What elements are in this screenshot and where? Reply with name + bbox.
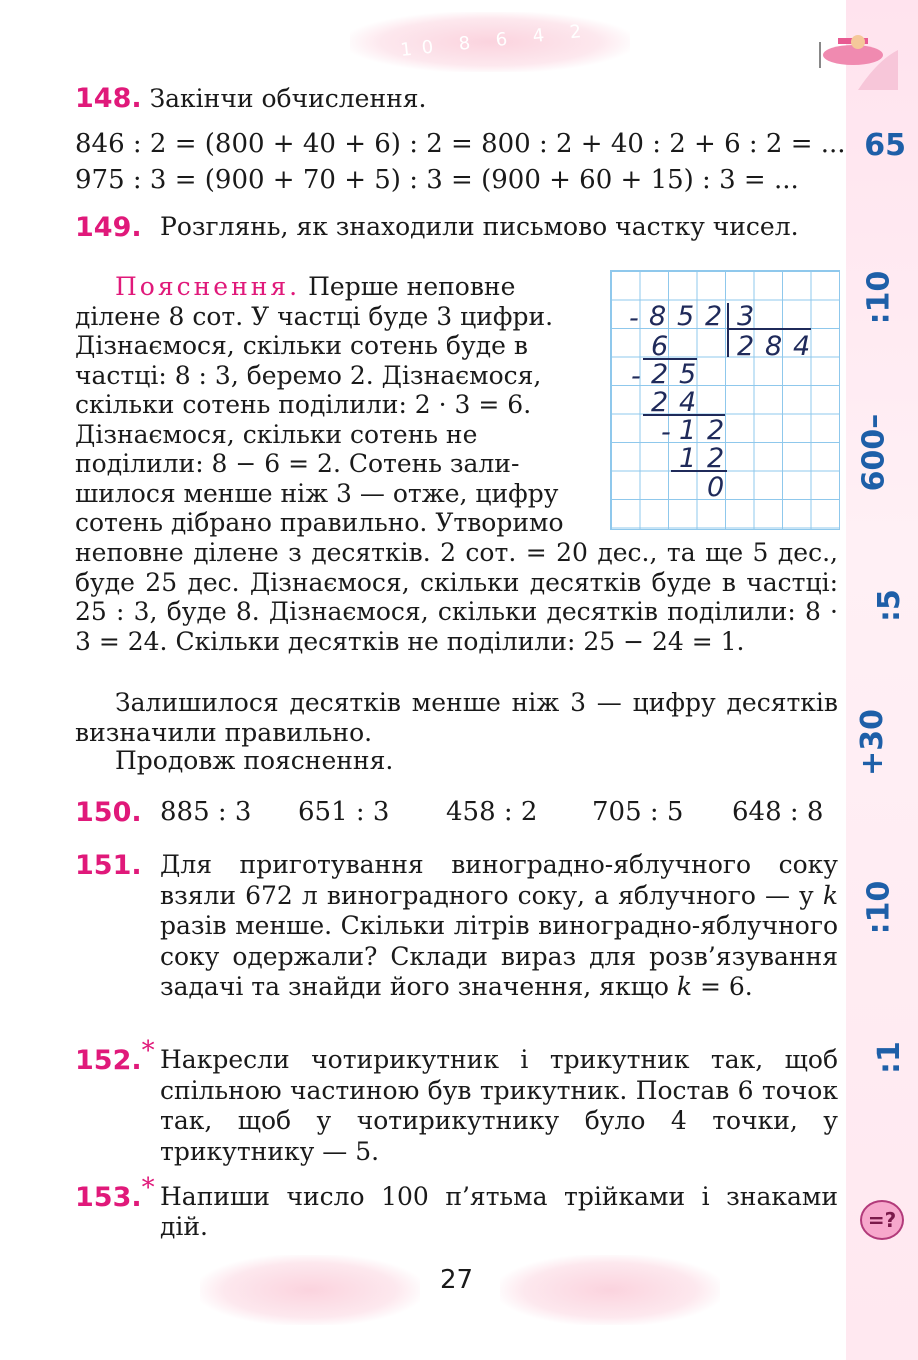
exercise-number: 152. bbox=[75, 1045, 142, 1076]
explanation-line: Дізнаємося, скільки сотень не bbox=[75, 419, 478, 449]
exercise-152-number-wrap bbox=[75, 1036, 155, 1076]
question-icon: =? bbox=[860, 1200, 904, 1240]
exercise-148 bbox=[75, 84, 427, 114]
task-text: разів менше. Скільки літрів виноградно-яблучного соку одержали? Склади вираз для розв’язування задачі та знайди його значення, якщо bbox=[160, 911, 838, 1001]
exercise-task: Закінчи обчислення. bbox=[149, 84, 427, 113]
subtrahend-digit: 2 bbox=[651, 387, 669, 418]
long-division-grid bbox=[610, 270, 840, 530]
dividend-digit: 5 bbox=[677, 301, 695, 332]
difficulty-star-icon: * bbox=[141, 1036, 155, 1066]
minus-sign: - bbox=[629, 303, 639, 334]
side-number-plus30: +30 bbox=[855, 709, 891, 776]
explanation-line: частці: 8 : 3, беремо 2. Дізнаємося, bbox=[75, 360, 542, 390]
explanation-line: ділене 8 сот. У частці буде 3 цифри. bbox=[75, 301, 554, 331]
variable-k: k bbox=[676, 972, 692, 1001]
explanation-line: сотень дібрано правильно. Утворимо bbox=[75, 508, 564, 537]
explanation-line: поділили: 8 − 6 = 2. Сотень зали- bbox=[75, 449, 520, 478]
explanation-line: скільки сотень поділили: 2 · 3 = 6. bbox=[75, 390, 532, 419]
division-item: 651 : 3 bbox=[298, 797, 390, 827]
minus-sign: - bbox=[631, 361, 641, 392]
division-item: 705 : 5 bbox=[592, 797, 684, 827]
side-number-600: 600– bbox=[856, 413, 892, 492]
explanation-line: Перше неповне bbox=[308, 272, 516, 301]
variable-k: k bbox=[822, 880, 838, 910]
explanation-paragraph-3: Продовж пояснення. bbox=[115, 746, 394, 775]
explanation-paragraph-2: Залишилося десятків менше ніж 3 — цифру десятків визначили правильно. bbox=[75, 688, 838, 747]
task-text: = 6. bbox=[699, 972, 753, 1001]
calc-line-1: 846 : 2 = (800 + 40 + 6) : 2 = 800 : 2 + 40 : 2 + 6 : 2 = ... bbox=[75, 129, 846, 159]
side-number-65: 65 bbox=[864, 128, 906, 163]
right-margin-strip bbox=[846, 0, 918, 1360]
quotient-digit: 8 bbox=[765, 331, 783, 362]
remainder-digit: 5 bbox=[679, 359, 697, 390]
subtrahend-digit: 4 bbox=[679, 387, 697, 418]
side-number-div10-b: :10 bbox=[861, 880, 897, 935]
dividend-digit: 8 bbox=[649, 301, 667, 332]
explanation-label: Пояснення. bbox=[115, 272, 301, 301]
difficulty-star-icon: * bbox=[141, 1173, 155, 1203]
division-item: 648 : 8 bbox=[732, 797, 824, 827]
division-item: 458 : 2 bbox=[446, 797, 538, 827]
exercise-149-number-wrap bbox=[75, 212, 142, 243]
exercise-150-number-wrap bbox=[75, 797, 142, 828]
subtrahend-digit: 6 bbox=[651, 331, 669, 362]
divisor-digit: 3 bbox=[737, 301, 755, 332]
top-cloud-decoration bbox=[350, 12, 630, 72]
airplane-illustration bbox=[798, 20, 898, 90]
calc-line-2: 975 : 3 = (900 + 70 + 5) : 3 = (900 + 60 + 15) : 3 = ... bbox=[75, 165, 799, 195]
exercise-153-task: Напиши число 100 п’ятьма трійками і знаками дій. bbox=[160, 1182, 838, 1241]
subtrahend-digit: 2 bbox=[707, 443, 725, 474]
minus-sign: - bbox=[661, 417, 671, 448]
division-item: 885 : 3 bbox=[160, 797, 252, 827]
exercise-number: 151. bbox=[75, 850, 142, 881]
remainder-digit: 2 bbox=[707, 415, 725, 446]
explanation-line: Дізнаємося, скільки сотень буде в bbox=[75, 331, 528, 360]
quotient-digit: 4 bbox=[793, 331, 811, 362]
exercise-149-task: Розглянь, як знаходили письмово частку чисел. bbox=[160, 212, 799, 241]
final-remainder: 0 bbox=[707, 472, 725, 503]
exercise-number: 153. bbox=[75, 1182, 142, 1213]
explanation-continuation: неповне ділене з десятків. 2 сот. = 20 дес., та ще 5 дес., буде 25 дес. Дізнаємося, скільки десятків буде в частці: 25 : 3, буде 8. Дізнаємося, скільки десятків поділили: 8 · 3 = 24. Скільки десятків не поділили: 25 − 24 = 1. bbox=[75, 538, 838, 656]
subtrahend-digit: 1 bbox=[679, 443, 697, 474]
page-number: 27 bbox=[440, 1265, 474, 1295]
explanation-line: шилося менше ніж 3 — отже, цифру bbox=[75, 478, 559, 508]
exercise-number: 150. bbox=[75, 797, 142, 828]
remainder-digit: 1 bbox=[679, 415, 697, 446]
task-text: Для приготування виноградно-яблучного соку взяли 672 л виноградного соку, а яблучного — у bbox=[160, 850, 838, 910]
side-number-div1: :1 bbox=[872, 1041, 908, 1074]
bottom-cloud-right bbox=[500, 1255, 720, 1325]
quotient-digit: 2 bbox=[737, 331, 755, 362]
explanation-column bbox=[75, 272, 587, 538]
exercise-152-task: Накресли чотирикутник і трикутник так, щоб спільною частиною був трикутник. Постав 6 точок так, щоб у чотирикутнику було 4 точки, у трикутнику — 5. bbox=[160, 1045, 838, 1166]
exercise-153-number-wrap bbox=[75, 1173, 155, 1213]
exercise-151-number-wrap bbox=[75, 850, 142, 881]
exercise-151-task bbox=[160, 850, 838, 1003]
exercise-number: 149. bbox=[75, 212, 142, 243]
bottom-cloud-left bbox=[200, 1255, 420, 1325]
exercise-number: 148. bbox=[75, 83, 142, 114]
side-number-div5: :5 bbox=[872, 589, 908, 622]
dividend-digit: 2 bbox=[705, 301, 723, 332]
side-number-div10: :10 bbox=[861, 270, 897, 325]
cloud-digits: 10 8 6 4 2 bbox=[399, 20, 593, 61]
remainder-digit: 2 bbox=[651, 359, 669, 390]
